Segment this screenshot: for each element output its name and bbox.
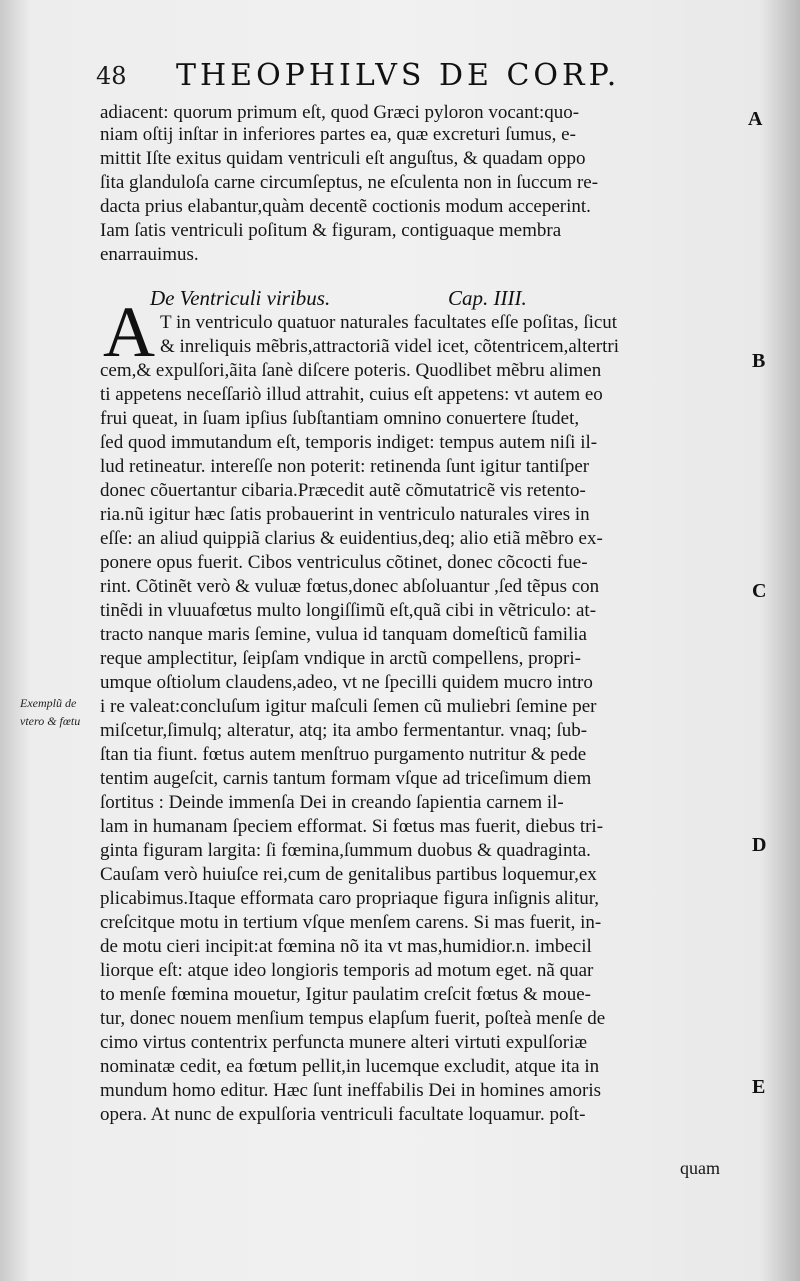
text-line: dacta prius elabantur,quàm decentẽ coctionis modum acceperint. [100, 196, 591, 217]
text-line: i re valeat:concluſum igitur maſculi ſemen cũ muliebri ſemine per [100, 696, 597, 717]
text-line: ria.nũ igitur hæc ſatis probauerint in ventriculo naturales vires in [100, 504, 590, 525]
catchword: quam [680, 1158, 720, 1178]
text-line: Cauſam verò huiuſce rei,cum de genitalibus partibus loquemur,ex [100, 864, 597, 885]
text-line: Iam ſatis ventriculi poſitum & figuram, contiguaque membra [100, 220, 562, 241]
text-line: miſcetur,ſimulq; alteratur, atq; ita ambo fermentantur. vnaq; ſub- [100, 720, 588, 741]
text-line: adiacent: quorum primum eſt, quod Græci pyloron vocant:quo- [100, 102, 580, 123]
text-line: umque oſtiolum claudens,adeo, vt ne ſpecilli quidem mucro intro [100, 672, 593, 693]
margin-marker-c: C [752, 580, 767, 602]
text-line: rint. Cõtinẽt verò & vuluæ fœtus,donec abſoluantur ,ſed tẽpus con [100, 576, 600, 597]
text-line: reque amplectitur, ſeipſam vndique in arctũ compellens, propri- [100, 648, 581, 669]
text-line: lam in humanam ſpeciem efformat. Si fœtus mas fuerit, diebus tri- [100, 816, 604, 837]
text-line: plicabimus.Itaque efformata caro propriaque figura inſignis alitur, [100, 888, 600, 909]
text-line: creſcitque motu in tertium vſque menſem carens. Si mas fuerit, in- [100, 912, 602, 933]
text-line: mittit Iſte exitus quidam ventriculi eſt anguſtus, & quadam oppo [100, 148, 586, 169]
margin-marker-a: A [748, 108, 763, 130]
text-line: T in ventriculo quatuor naturales facultates eſſe poſitas, ſicut [160, 312, 618, 333]
text-line: ponere opus fuerit. Cibos ventriculus cõtinet, donec cõcocti fue- [100, 552, 588, 573]
text-line: eſſe: an aliud quippiã clarius & euidentius,deq; alio etiã mẽbro ex- [100, 528, 603, 549]
text-line: de motu cieri incipit:at fœmina nõ ita vt mas,humidior.n. imbecil [100, 936, 592, 957]
text-line: donec cõuertantur cibaria.Præcedit autẽ cõmutatricẽ vis retento- [100, 480, 586, 501]
text-line: ſortitus : Deinde immenſa Dei in creando ſapientia carnem il- [100, 792, 564, 813]
text-line: lud retineatur. intereſſe non poterit: retinenda ſunt igitur tantiſper [100, 456, 590, 477]
margin-marker-b: B [752, 350, 766, 372]
text-line: ſtan tia fiunt. fœtus autem menſtruo purgamento nutritur & pede [100, 744, 587, 765]
page-number: 48 [96, 62, 127, 90]
chapter-number: Cap. IIII. [448, 286, 527, 310]
drop-cap: A [103, 292, 155, 372]
text-line: ti appetens neceſſariò illud attrahit, cuius eſt appetens: vt autem eo [100, 384, 603, 405]
margin-note-line: vtero & fœtu [20, 714, 81, 728]
text-line: tur, donec nouem menſium tempus elapſum fuerit, poſteà menſe de [100, 1008, 606, 1029]
text-line: ſita glanduloſa carne circumſeptus, ne eſculenta non in ſuccum re- [100, 172, 599, 193]
text-line: enarrauimus. [100, 244, 199, 265]
margin-note-line: Exemplũ de [20, 696, 77, 710]
text-line: cimo virtus contentrix perfuncta munere alteri virtuti expulſoriæ [100, 1032, 587, 1053]
text-line: mundum homo editur. Hæc ſunt ineffabilis Dei in homines amoris [100, 1080, 601, 1101]
text-line: tentim augeſcit, carnis tantum formam vſque ad triceſimum diem [100, 768, 592, 789]
text-line: ginta figuram largita: ſi fœmina,ſummum duobus & quadraginta. [100, 840, 591, 861]
page-header [96, 58, 736, 98]
text-line: to menſe fœmina mouetur, Igitur paulatim creſcit fœtus & moue- [100, 984, 591, 1005]
text-line: liorque eſt: atque ideo longioris temporis ad motum eget. nã quar [100, 960, 594, 981]
text-line: nominatæ cedit, ea fœtum pellit,in lucemque excludit, atque ita in [100, 1056, 600, 1077]
margin-marker-e: E [752, 1076, 766, 1098]
text-line: niam oſtij inſtar in inferiores partes ea, quæ excreturi ſumus, e- [100, 124, 576, 145]
chapter-title: De Ventriculi viribus. [150, 286, 331, 310]
margin-marker-d: D [752, 834, 767, 856]
text-line: frui queat, in ſuam ipſius ſubſtantiam omnino conuertere ſtudet, [100, 408, 580, 429]
running-title: THEOPHILVS DE CORP. [176, 58, 621, 93]
text-line: & inreliquis mẽbris,attractoriã videl icet, cõtentricem,altertri [160, 336, 619, 357]
text-line: tracto nanque maris ſemine, vulua id tanquam domeſticũ familia [100, 624, 587, 645]
text-line: ſed quod immutandum eſt, temporis indiget: tempus autem niſi il- [100, 432, 598, 453]
text-line: opera. At nunc de expulſoria ventriculi facultate loquamur. poſt- [100, 1104, 586, 1125]
text-line: cem,& expulſori,ãita ſanè diſcere poteris. Quodlibet mẽbru alimen [100, 360, 602, 381]
text-line: tinẽdi in vluuafœtus multo longiſſimũ eſt,quã cibi in vẽtriculo: at- [100, 600, 597, 621]
